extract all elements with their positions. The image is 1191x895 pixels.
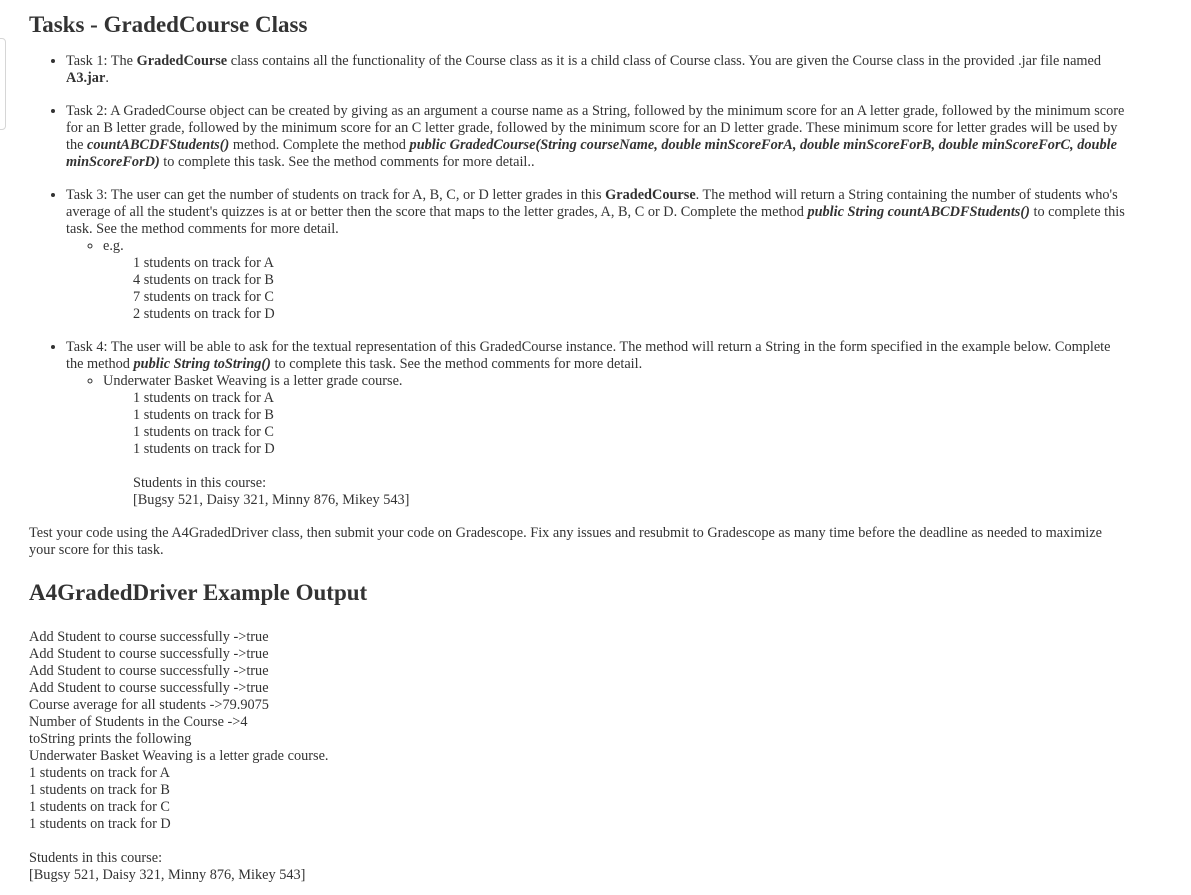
output-line: Number of Students in the Course ->4 — [29, 714, 248, 730]
task-4-text-2: to complete this task. See the method comments for more detail. — [270, 356, 643, 372]
output-line: toString prints the following — [29, 731, 192, 747]
test-instructions: Test your code using the A4GradedDriver class, then submit your code on Gradescope. Fix any issues and resubmit to Gradescope as many time before the deadline as needed to maximize your score for this task. — [29, 525, 1102, 558]
task-1-text-1: Task 1: The — [66, 53, 137, 69]
task-list — [29, 53, 1129, 509]
example-line: 1 students on track for C — [133, 424, 274, 440]
task-2-text-2: method. Complete the method — [229, 137, 410, 153]
driver-output-heading: A4GradedDriver Example Output — [29, 580, 368, 605]
task-4-example — [103, 373, 1129, 509]
output-line: 1 students on track for B — [29, 782, 170, 798]
task-2-text-3: to complete this task. See the method comments for more detail.. — [159, 154, 535, 170]
task-1-bold-2: A3.jar — [66, 70, 106, 86]
task-4-method-signature: public String toString() — [133, 356, 271, 372]
task-4-sublist — [66, 373, 1129, 509]
blank-line — [133, 458, 1129, 475]
output-line: 1 students on track for C — [29, 799, 170, 815]
task-3-example-block — [103, 255, 1129, 323]
output-line: Add Student to course successfully ->true — [29, 663, 269, 679]
task-2-method-ref: countABCDFStudents() — [87, 137, 230, 153]
output-line: Students in this course: — [29, 850, 163, 866]
output-line: 1 students on track for A — [29, 765, 170, 781]
task-1-text-3: . — [105, 70, 109, 86]
blank-line — [29, 833, 1129, 850]
output-line: Course average for all students ->79.9075 — [29, 697, 269, 713]
task-4-example-label: Underwater Basket Weaving is a letter grade course. — [103, 373, 403, 389]
output-line: Underwater Basket Weaving is a letter grade course. — [29, 748, 329, 764]
task-1-text-2: class contains all the functionality of the Course class as it is a child class of Course class. You are given the Course class in the provided .jar file named — [227, 53, 1102, 69]
page-title: Tasks - GradedCourse Class — [29, 12, 308, 37]
output-line: [Bugsy 521, Daisy 321, Minny 876, Mikey 543] — [29, 867, 306, 883]
example-line: 4 students on track for B — [133, 272, 274, 288]
example-line: 1 students on track for A — [133, 255, 274, 271]
output-line: Add Student to course successfully ->true — [29, 680, 269, 696]
output-line: 1 students on track for D — [29, 816, 171, 832]
task-2 — [66, 103, 1129, 171]
output-line: Add Student to course successfully ->true — [29, 629, 269, 645]
task-3-example-label: e.g. — [103, 238, 124, 254]
task-3-text-2: . The method will return a String containing the number of students who's average of all the student's quizzes is at or better then the score that maps to the letter grades, A, B, C or D. Complete the method — [66, 187, 1118, 220]
task-4-text-1: Task 4: The user will be able to ask for the textual representation of this GradedCourse instance. The method will return a String in the form specified in the example below. Complete the method — [66, 339, 1111, 372]
example-line: 1 students on track for D — [133, 441, 275, 457]
example-line: 7 students on track for C — [133, 289, 274, 305]
task-2-text-1: Task 2: A GradedCourse object can be created by giving as an argument a course name as a String, followed by the minimum score for an A letter grade, followed by the minimum score for an B letter grade, followed by the minimum score for an C letter grade, followed by the minimum score for an D letter grade. These minimum score for letter grades will be used by the — [66, 103, 1125, 153]
students-list: [Bugsy 521, Daisy 321, Minny 876, Mikey 543] — [133, 492, 410, 508]
students-label: Students in this course: — [133, 475, 267, 491]
side-panel-tab[interactable] — [0, 38, 6, 130]
task-3-sublist — [66, 238, 1129, 323]
task-3-example — [103, 238, 1129, 323]
task-3-text-3: to complete this task. See the method comments for more detail. — [66, 204, 1125, 237]
task-3-text-1: Task 3: The user can get the number of students on track for A, B, C, or D letter grades in this — [66, 187, 606, 203]
example-line: 1 students on track for B — [133, 407, 274, 423]
task-1-bold-1: GradedCourse — [136, 53, 228, 69]
example-line: 2 students on track for D — [133, 306, 275, 322]
task-4-example-block — [103, 390, 1129, 509]
task-4 — [66, 339, 1129, 509]
task-1 — [66, 53, 1129, 87]
example-line: 1 students on track for A — [133, 390, 274, 406]
task-3-bold-1: GradedCourse — [605, 187, 696, 203]
task-2-constructor-signature: public GradedCourse(String courseName, double minScoreForA, double minScoreForB, double minScoreForC, double minScoreForD) — [66, 137, 1117, 170]
content-page — [29, 0, 1129, 884]
task-3 — [66, 187, 1129, 323]
task-3-method-signature: public String countABCDFStudents() — [807, 204, 1030, 220]
driver-output — [29, 629, 1129, 884]
output-line: Add Student to course successfully ->true — [29, 646, 269, 662]
